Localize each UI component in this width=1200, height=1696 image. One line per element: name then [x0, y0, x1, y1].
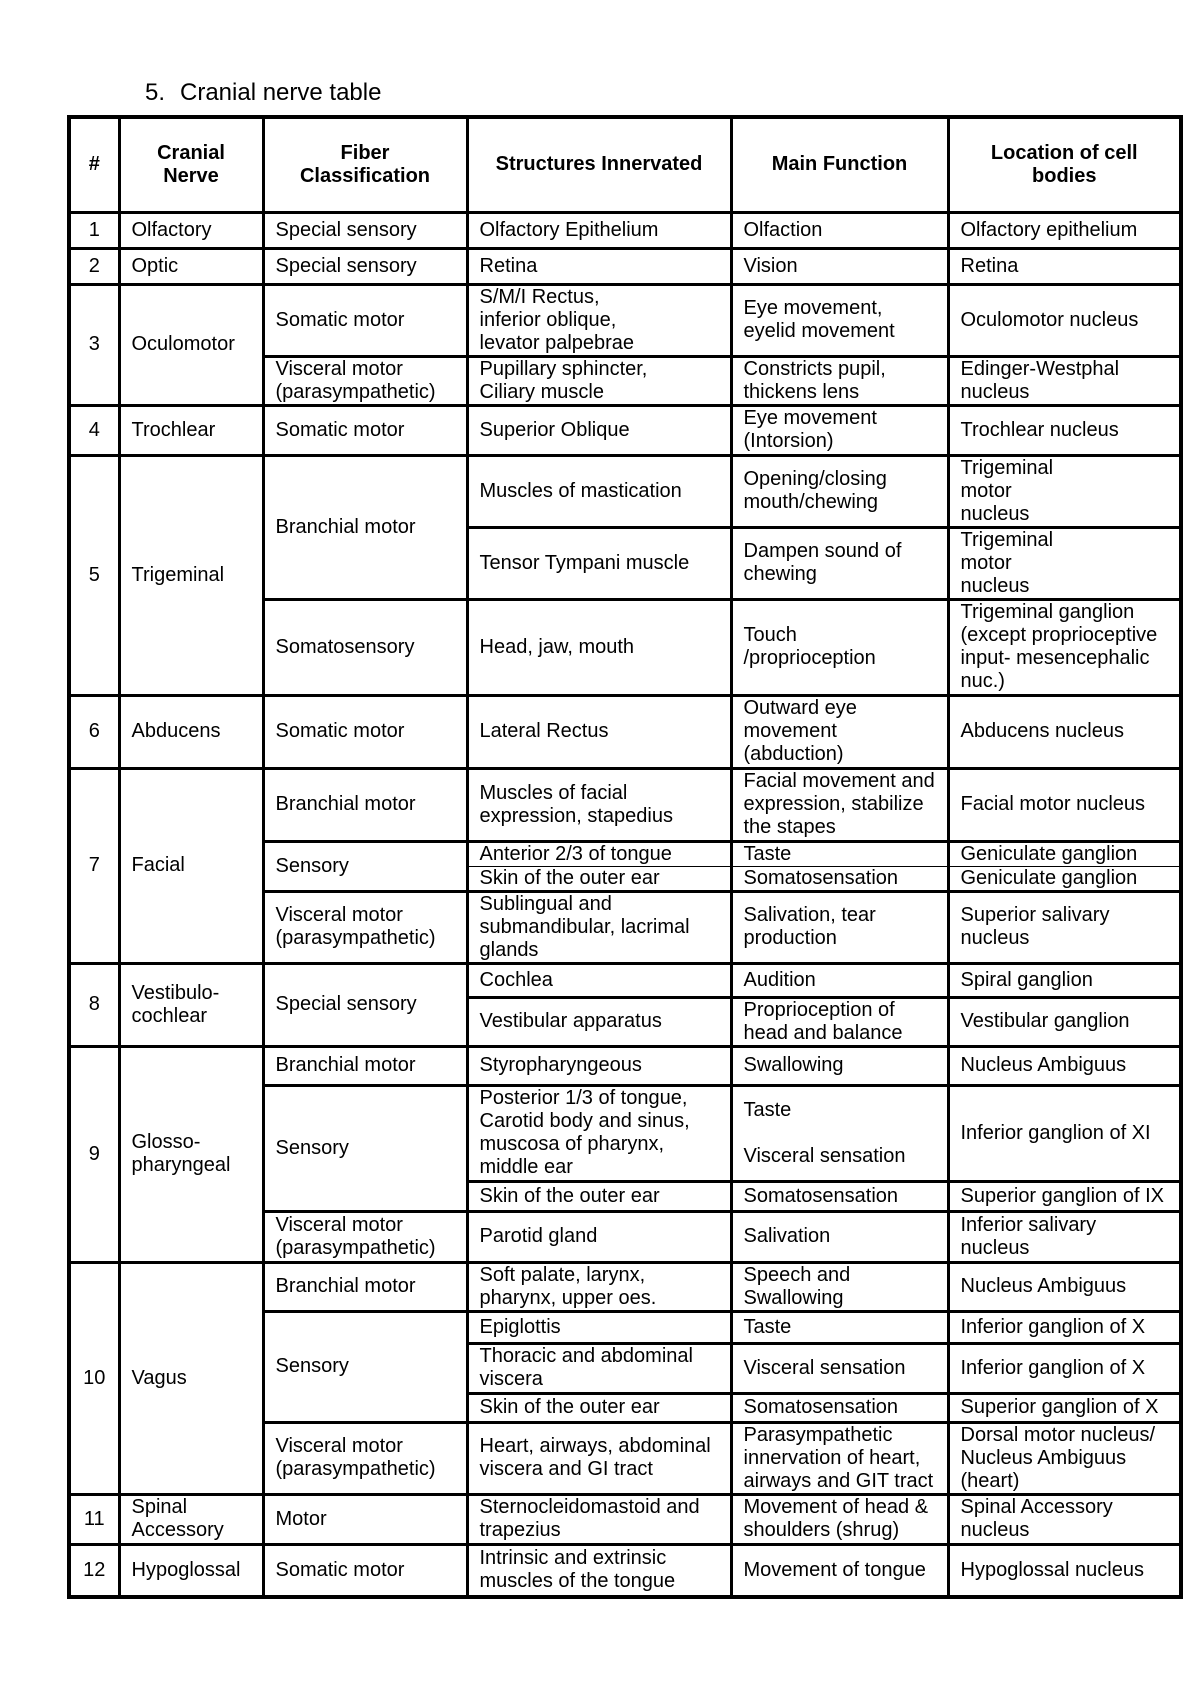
table-row [69, 284, 1181, 356]
fiber-cell: Special sensory [263, 212, 467, 248]
structure-cell: Thoracic and abdominal viscera [467, 1343, 731, 1393]
fiber-cell: Branchial motor [263, 455, 467, 599]
num-cell: 8 [69, 963, 119, 1046]
location-cell: Trigeminal ganglion (except proprioceptive input- mesencephalic nuc.) [948, 599, 1181, 695]
nerve-cell: Glosso- pharyngeal [119, 1046, 263, 1262]
num-cell: 11 [69, 1494, 119, 1544]
fiber-cell: Sensory [263, 1085, 467, 1211]
function-cell: Outward eye movement (abduction) [731, 695, 948, 768]
header-structures-innervated: Structures Innervated [467, 117, 731, 212]
location-cell: Inferior ganglion of X [948, 1311, 1181, 1343]
location-cell: Abducens nucleus [948, 695, 1181, 768]
structure-cell: Superior Oblique [467, 405, 731, 455]
location-cell: Superior ganglion of IX [948, 1181, 1181, 1211]
nerve-cell: Trigeminal [119, 455, 263, 695]
location-cell: Facial motor nucleus [948, 768, 1181, 841]
fiber-cell: Visceral motor (parasympathetic) [263, 356, 467, 405]
structure-cell: Anterior 2/3 of tongue [467, 841, 731, 866]
fiber-cell: Somatic motor [263, 405, 467, 455]
nerve-cell: Trochlear [119, 405, 263, 455]
table-row [69, 212, 1181, 248]
structure-cell: Parotid gland [467, 1211, 731, 1262]
header-number: # [69, 117, 119, 212]
nerve-cell: Olfactory [119, 212, 263, 248]
table-row [69, 1046, 1181, 1085]
num-cell: 4 [69, 405, 119, 455]
location-cell: Edinger-Westphal nucleus [948, 356, 1181, 405]
function-cell: Somatosensation [731, 866, 948, 891]
function-cell: Proprioception of head and balance [731, 997, 948, 1046]
section-title: Cranial nerve table [180, 79, 382, 106]
structure-cell: Pupillary sphincter, Ciliary muscle [467, 356, 731, 405]
function-cell: Touch /proprioception [731, 599, 948, 695]
num-cell: 10 [69, 1262, 119, 1494]
num-cell: 5 [69, 455, 119, 695]
location-cell: Olfactory epithelium [948, 212, 1181, 248]
location-cell: Retina [948, 248, 1181, 284]
cranial-nerve-table [67, 115, 1183, 1599]
structure-cell: Tensor Tympani muscle [467, 527, 731, 599]
location-cell: Inferior salivary nucleus [948, 1211, 1181, 1262]
function-cell: Eye movement, eyelid movement [731, 284, 948, 356]
nerve-cell: Spinal Accessory [119, 1494, 263, 1544]
function-cell: Parasympathetic innervation of heart, airways and GIT tract [731, 1422, 948, 1494]
location-cell: Dorsal motor nucleus/ Nucleus Ambiguus (heart) [948, 1422, 1181, 1494]
header-cranial-nerve: Cranial Nerve [119, 117, 263, 212]
nerve-cell: Vestibulo- cochlear [119, 963, 263, 1046]
location-cell: Inferior ganglion of XI [948, 1085, 1181, 1181]
fiber-cell: Branchial motor [263, 1046, 467, 1085]
location-cell: Vestibular ganglion [948, 997, 1181, 1046]
table-row [69, 963, 1181, 997]
function-cell: Taste [731, 841, 948, 866]
location-cell: Geniculate ganglion [948, 866, 1181, 891]
structure-cell: Epiglottis [467, 1311, 731, 1343]
function-cell: Salivation [731, 1211, 948, 1262]
location-cell: Nucleus Ambiguus [948, 1262, 1181, 1311]
function-cell: Dampen sound of chewing [731, 527, 948, 599]
num-cell: 9 [69, 1046, 119, 1262]
table-row [69, 1494, 1181, 1544]
location-cell: Hypoglossal nucleus [948, 1544, 1181, 1597]
structure-cell: Skin of the outer ear [467, 1181, 731, 1211]
structure-cell: Soft palate, larynx, pharynx, upper oes. [467, 1262, 731, 1311]
location-cell: Superior ganglion of X [948, 1393, 1181, 1422]
function-cell: Facial movement and expression, stabilize the stapes [731, 768, 948, 841]
fiber-cell: Somatosensory [263, 599, 467, 695]
function-cell: Audition [731, 963, 948, 997]
num-cell: 2 [69, 248, 119, 284]
table-row [69, 455, 1181, 527]
nerve-cell: Abducens [119, 695, 263, 768]
location-cell: Nucleus Ambiguus [948, 1046, 1181, 1085]
num-cell: 12 [69, 1544, 119, 1597]
header-main-function: Main Function [731, 117, 948, 212]
table-row [69, 768, 1181, 841]
header-fiber-classification: Fiber Classification [263, 117, 467, 212]
nerve-cell: Vagus [119, 1262, 263, 1494]
location-cell: Trigeminal motor nucleus [948, 527, 1181, 599]
num-cell: 1 [69, 212, 119, 248]
function-cell: Swallowing [731, 1046, 948, 1085]
nerve-cell: Optic [119, 248, 263, 284]
fiber-cell: Sensory [263, 841, 467, 891]
structure-cell: Olfactory Epithelium [467, 212, 731, 248]
function-cell: Movement of tongue [731, 1544, 948, 1597]
table-row [69, 248, 1181, 284]
location-cell: Spinal Accessory nucleus [948, 1494, 1181, 1544]
structure-cell: Styropharyngeous [467, 1046, 731, 1085]
num-cell: 6 [69, 695, 119, 768]
fiber-cell: Branchial motor [263, 768, 467, 841]
table-row [69, 405, 1181, 455]
structure-cell: Muscles of facial expression, stapedius [467, 768, 731, 841]
function-cell: Opening/closing mouth/chewing [731, 455, 948, 527]
location-cell: Oculomotor nucleus [948, 284, 1181, 356]
location-cell: Inferior ganglion of X [948, 1343, 1181, 1393]
section-number: 5. [145, 79, 166, 106]
structure-cell: Intrinsic and extrinsic muscles of the tongue [467, 1544, 731, 1597]
function-cell: Constricts pupil, thickens lens [731, 356, 948, 405]
fiber-cell: Visceral motor (parasympathetic) [263, 1211, 467, 1262]
location-cell: Trochlear nucleus [948, 405, 1181, 455]
fiber-cell: Somatic motor [263, 695, 467, 768]
function-cell: Movement of head & shoulders (shrug) [731, 1494, 948, 1544]
fiber-cell: Visceral motor (parasympathetic) [263, 891, 467, 963]
fiber-cell: Somatic motor [263, 1544, 467, 1597]
structure-cell: Skin of the outer ear [467, 866, 731, 891]
fiber-cell: Somatic motor [263, 284, 467, 356]
location-cell: Spiral ganglion [948, 963, 1181, 997]
structure-cell: Skin of the outer ear [467, 1393, 731, 1422]
function-cell: Salivation, tear production [731, 891, 948, 963]
fiber-cell: Motor [263, 1494, 467, 1544]
num-cell: 7 [69, 768, 119, 963]
structure-cell: Retina [467, 248, 731, 284]
structure-cell: S/M/I Rectus, inferior oblique, levator palpebrae [467, 284, 731, 356]
num-cell: 3 [69, 284, 119, 405]
fiber-cell: Branchial motor [263, 1262, 467, 1311]
function-cell: Olfaction [731, 212, 948, 248]
structure-cell: Heart, airways, abdominal viscera and GI tract [467, 1422, 731, 1494]
location-cell: Trigeminal motor nucleus [948, 455, 1181, 527]
function-cell: Taste Visceral sensation [731, 1085, 948, 1181]
header-row [69, 117, 1181, 212]
structure-cell: Muscles of mastication [467, 455, 731, 527]
structure-cell: Sternocleidomastoid and trapezius [467, 1494, 731, 1544]
function-cell: Eye movement (Intorsion) [731, 405, 948, 455]
structure-cell: Cochlea [467, 963, 731, 997]
fiber-cell: Visceral motor (parasympathetic) [263, 1422, 467, 1494]
function-cell: Somatosensation [731, 1393, 948, 1422]
function-cell: Somatosensation [731, 1181, 948, 1211]
function-cell: Visceral sensation [731, 1343, 948, 1393]
structure-cell: Vestibular apparatus [467, 997, 731, 1046]
nerve-cell: Facial [119, 768, 263, 963]
structure-cell: Posterior 1/3 of tongue, Carotid body and sinus, muscosa of pharynx, middle ear [467, 1085, 731, 1181]
structure-cell: Sublingual and submandibular, lacrimal glands [467, 891, 731, 963]
fiber-cell: Special sensory [263, 963, 467, 1046]
fiber-cell: Sensory [263, 1311, 467, 1422]
location-cell: Superior salivary nucleus [948, 891, 1181, 963]
function-cell: Vision [731, 248, 948, 284]
nerve-cell: Oculomotor [119, 284, 263, 405]
fiber-cell: Special sensory [263, 248, 467, 284]
table-row [69, 1262, 1181, 1311]
table-row [69, 695, 1181, 768]
function-cell: Taste [731, 1311, 948, 1343]
location-cell: Geniculate ganglion [948, 841, 1181, 866]
table-row [69, 1544, 1181, 1597]
header-cell-body-location: Location of cell bodies [948, 117, 1181, 212]
nerve-cell: Hypoglossal [119, 1544, 263, 1597]
function-cell: Speech and Swallowing [731, 1262, 948, 1311]
structure-cell: Head, jaw, mouth [467, 599, 731, 695]
structure-cell: Lateral Rectus [467, 695, 731, 768]
